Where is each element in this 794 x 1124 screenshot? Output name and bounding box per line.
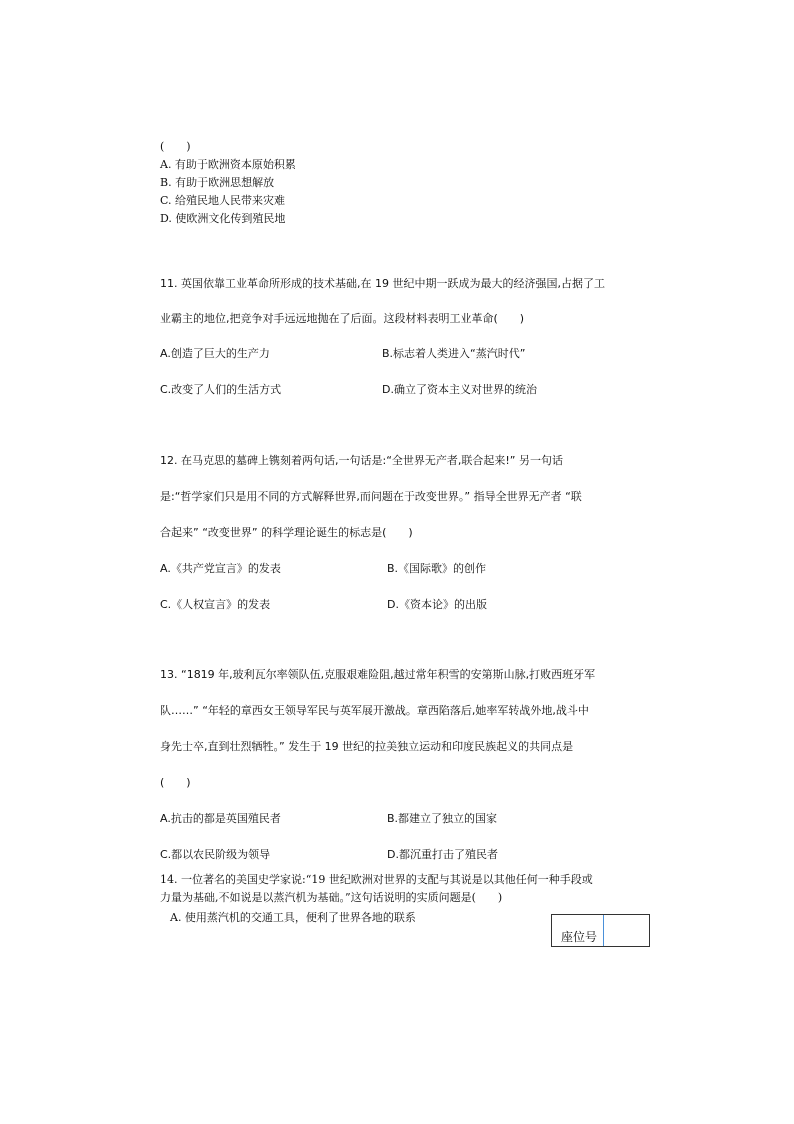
question12-option-b: B.《国际歌》的创作	[387, 562, 487, 575]
question11-stem-line-1: 11. 英国依靠工业革命所形成的技术基础,在 19 世纪中期一跃成为最大的经济强国,占据了工	[160, 277, 605, 290]
question13-stem-line-2: 队……” “年轻的章西女王领导军民与英军展开激战。章西陷落后,她率军转战外地,战斗中	[160, 704, 589, 717]
question12-option-a: A.《共产党宣言》的发表	[160, 562, 281, 575]
seat-number-label: 座位号	[561, 930, 598, 944]
question12-option-c: C.《人权宣言》的发表	[160, 598, 271, 611]
question10-answer-paren: ( )	[160, 140, 191, 153]
question13-option-c: C.都以农民阶级为领导	[160, 848, 271, 861]
question11-option-a: A.创造了巨大的生产力	[160, 347, 270, 360]
question11-option-b: B.标志着人类进入“蒸汽时代”	[382, 347, 526, 360]
question11-option-c: C.改变了人们的生活方式	[160, 383, 282, 396]
question13-answer-paren: ( )	[160, 776, 191, 789]
question13-stem-line-1: 13. “1819 年,玻利瓦尔率领队伍,克服艰难险阻,越过常年积雪的安第斯山脉,打败西班牙军	[160, 668, 596, 681]
question10-option-a: A. 有助于欧洲资本原始积累	[160, 158, 296, 171]
question14-stem-line-1: 14. 一位著名的美国史学家说:“19 世纪欧洲对世界的支配与其说是以其他任何一种手段或	[160, 873, 593, 886]
question14-stem-line-2: 力量为基础,不如说是以蒸汽机为基础。”这句话说明的实质问题是( )	[160, 891, 503, 904]
question14-option-a: A. 使用蒸汽机的交通工具，便利了世界各地的联系	[170, 911, 416, 924]
question11-option-d: D.确立了资本主义对世界的统治	[382, 383, 537, 396]
question12-stem-line-3: 合起来” “改变世界” 的科学理论诞生的标志是( )	[160, 526, 413, 539]
question11-stem-line-2: 业霸主的地位,把竞争对手远远地抛在了后面。这段材料表明工业革命( )	[160, 312, 525, 325]
question13-option-a: A.抗击的都是英国殖民者	[160, 812, 281, 825]
question13-option-d: D.都沉重打击了殖民者	[387, 848, 498, 861]
question13-option-b: B.都建立了独立的国家	[387, 812, 498, 825]
question10-option-c: C. 给殖民地人民带来灾难	[160, 194, 286, 207]
question12-stem-line-1: 12. 在马克思的墓碑上镌刻着两句话,一句话是:“全世界无产者,联合起来!” 另一句话	[160, 454, 563, 467]
question12-option-d: D.《资本论》的出版	[387, 598, 487, 611]
question12-stem-line-2: 是:“哲学家们只是用不同的方式解释世界,而问题在于改变世界。” 指导全世界无产者 “联	[160, 490, 582, 503]
seat-number-divider	[603, 915, 604, 946]
question13-stem-line-3: 身先士卒,直到壮烈牺牲。” 发生于 19 世纪的拉美独立运动和印度民族起义的共同点是	[160, 740, 574, 753]
seat-number-box	[551, 914, 650, 947]
question10-option-b: B. 有助于欧洲思想解放	[160, 176, 275, 189]
question10-option-d: D. 使欧洲文化传到殖民地	[160, 212, 286, 225]
